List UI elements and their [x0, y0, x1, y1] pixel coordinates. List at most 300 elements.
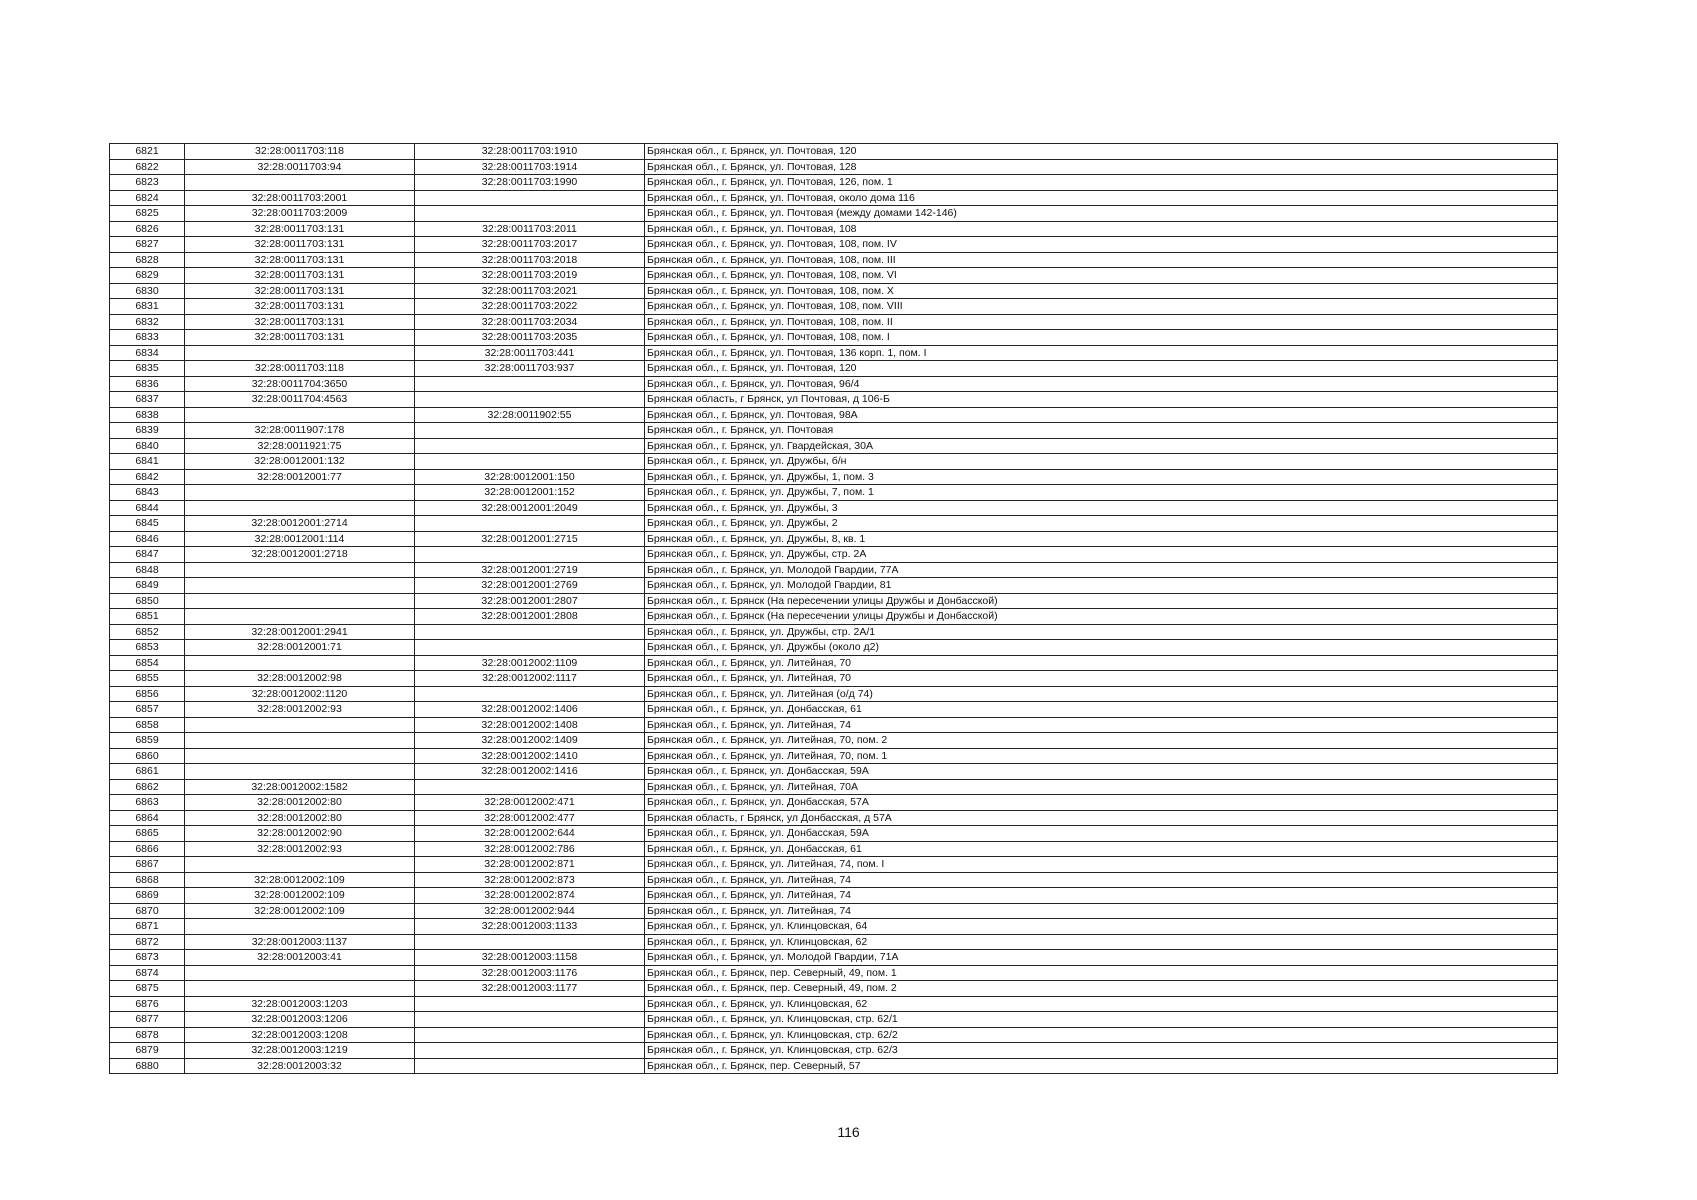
table-row	[110, 609, 1558, 625]
address-cell: Брянская обл., г. Брянск, ул. Дружбы, стр. 2А	[645, 547, 1558, 563]
land-cadastral-number-cell	[185, 345, 415, 361]
land-cadastral-number-cell: 32:28:0012002:98	[185, 671, 415, 687]
land-cadastral-number-cell	[185, 609, 415, 625]
building-cadastral-number-cell: 32:28:0011703:2019	[415, 268, 645, 284]
address-cell: Брянская обл., г. Брянск (На пересечении улицы Дружбы и Донбасской)	[645, 593, 1558, 609]
table-row	[110, 547, 1558, 563]
building-cadastral-number-cell	[415, 392, 645, 408]
table-row	[110, 996, 1558, 1012]
address-cell: Брянская обл., г. Брянск, ул. Литейная, 74, пом. I	[645, 857, 1558, 873]
building-cadastral-number-cell: 32:28:0012002:1408	[415, 717, 645, 733]
row-number-cell: 6876	[110, 996, 185, 1012]
row-number-cell: 6851	[110, 609, 185, 625]
building-cadastral-number-cell: 32:28:0011703:2035	[415, 330, 645, 346]
table-row	[110, 841, 1558, 857]
row-number-cell: 6852	[110, 624, 185, 640]
table-row	[110, 144, 1558, 160]
address-cell: Брянская обл., г. Брянск, ул. Молодой Гвардии, 77А	[645, 562, 1558, 578]
land-cadastral-number-cell: 32:28:0012002:109	[185, 888, 415, 904]
building-cadastral-number-cell: 32:28:0011703:2022	[415, 299, 645, 315]
table-row	[110, 1027, 1558, 1043]
land-cadastral-number-cell: 32:28:0011703:131	[185, 268, 415, 284]
land-cadastral-number-cell: 32:28:0012001:2941	[185, 624, 415, 640]
table-row	[110, 454, 1558, 470]
table-row	[110, 330, 1558, 346]
address-cell: Брянская обл., г. Брянск, ул. Почтовая, 108	[645, 221, 1558, 237]
land-cadastral-number-cell: 32:28:0012002:80	[185, 795, 415, 811]
land-cadastral-number-cell: 32:28:0012001:132	[185, 454, 415, 470]
table-row	[110, 826, 1558, 842]
land-cadastral-number-cell: 32:28:0011704:3650	[185, 376, 415, 392]
address-cell: Брянская обл., г. Брянск, ул. Литейная, 70, пом. 1	[645, 748, 1558, 764]
building-cadastral-number-cell: 32:28:0012002:471	[415, 795, 645, 811]
building-cadastral-number-cell: 32:28:0012003:1177	[415, 981, 645, 997]
address-cell: Брянская обл., г. Брянск, ул. Донбасская, 61	[645, 841, 1558, 857]
building-cadastral-number-cell: 32:28:0012001:2769	[415, 578, 645, 594]
row-number-cell: 6862	[110, 779, 185, 795]
address-cell: Брянская обл., г. Брянск, ул. Литейная, 70	[645, 671, 1558, 687]
table-row	[110, 159, 1558, 175]
row-number-cell: 6833	[110, 330, 185, 346]
building-cadastral-number-cell: 32:28:0012002:1410	[415, 748, 645, 764]
table-row	[110, 283, 1558, 299]
table-row	[110, 531, 1558, 547]
land-cadastral-number-cell: 32:28:0012001:77	[185, 469, 415, 485]
table-row	[110, 1012, 1558, 1028]
row-number-cell: 6841	[110, 454, 185, 470]
address-cell: Брянская обл., г. Брянск, ул. Донбасская, 59А	[645, 764, 1558, 780]
table-row	[110, 314, 1558, 330]
table-row	[110, 1058, 1558, 1074]
building-cadastral-number-cell: 32:28:0012002:1117	[415, 671, 645, 687]
address-cell: Брянская обл., г. Брянск, ул. Литейная, 74	[645, 888, 1558, 904]
address-cell: Брянская обл., г. Брянск, ул. Почтовая, 108, пом. II	[645, 314, 1558, 330]
table-row	[110, 779, 1558, 795]
address-cell: Брянская обл., г. Брянск, ул. Почтовая (между домами 142-146)	[645, 206, 1558, 222]
address-cell: Брянская обл., г. Брянск, ул. Литейная (о/д 74)	[645, 686, 1558, 702]
row-number-cell: 6859	[110, 733, 185, 749]
address-cell: Брянская обл., г. Брянск, ул. Донбасская, 61	[645, 702, 1558, 718]
land-cadastral-number-cell: 32:28:0011703:131	[185, 221, 415, 237]
land-cadastral-number-cell	[185, 578, 415, 594]
table-row	[110, 407, 1558, 423]
address-cell: Брянская обл., г. Брянск, ул. Клинцовская, стр. 62/1	[645, 1012, 1558, 1028]
address-cell: Брянская обл., г. Брянск, ул. Почтовая, 108, пом. IV	[645, 237, 1558, 253]
land-cadastral-number-cell: 32:28:0011703:2009	[185, 206, 415, 222]
table-row	[110, 950, 1558, 966]
building-cadastral-number-cell: 32:28:0012001:152	[415, 485, 645, 501]
row-number-cell: 6872	[110, 934, 185, 950]
land-cadastral-number-cell: 32:28:0011703:131	[185, 314, 415, 330]
table-row	[110, 795, 1558, 811]
table-row	[110, 345, 1558, 361]
row-number-cell: 6836	[110, 376, 185, 392]
land-cadastral-number-cell	[185, 593, 415, 609]
land-cadastral-number-cell: 32:28:0011703:131	[185, 299, 415, 315]
row-number-cell: 6828	[110, 252, 185, 268]
address-cell: Брянская обл., г. Брянск, ул. Дружбы, 8, кв. 1	[645, 531, 1558, 547]
row-number-cell: 6837	[110, 392, 185, 408]
address-cell: Брянская обл., г. Брянск, ул. Литейная, 70	[645, 655, 1558, 671]
table-row	[110, 578, 1558, 594]
land-cadastral-number-cell: 32:28:0011703:2001	[185, 190, 415, 206]
row-number-cell: 6861	[110, 764, 185, 780]
address-cell: Брянская обл., г. Брянск, пер. Северный, 49, пом. 1	[645, 965, 1558, 981]
land-cadastral-number-cell	[185, 748, 415, 764]
building-cadastral-number-cell: 32:28:0012002:1409	[415, 733, 645, 749]
table-row	[110, 423, 1558, 439]
building-cadastral-number-cell: 32:28:0012002:477	[415, 810, 645, 826]
table-row	[110, 903, 1558, 919]
address-cell: Брянская обл., г. Брянск, ул. Почтовая, около дома 116	[645, 190, 1558, 206]
building-cadastral-number-cell: 32:28:0012003:1158	[415, 950, 645, 966]
address-cell: Брянская область, г Брянск, ул Донбасская, д 57А	[645, 810, 1558, 826]
row-number-cell: 6879	[110, 1043, 185, 1059]
land-cadastral-number-cell	[185, 717, 415, 733]
building-cadastral-number-cell: 32:28:0012002:944	[415, 903, 645, 919]
building-cadastral-number-cell: 32:28:0011703:2017	[415, 237, 645, 253]
building-cadastral-number-cell: 32:28:0012002:786	[415, 841, 645, 857]
address-cell: Брянская обл., г. Брянск, ул. Литейная, 70А	[645, 779, 1558, 795]
table-row	[110, 965, 1558, 981]
address-cell: Брянская обл., г. Брянск, ул. Литейная, 74	[645, 903, 1558, 919]
address-cell: Брянская обл., г. Брянск, ул. Почтовая, 126, пом. 1	[645, 175, 1558, 191]
land-cadastral-number-cell: 32:28:0011703:94	[185, 159, 415, 175]
table-row	[110, 593, 1558, 609]
land-cadastral-number-cell: 32:28:0012003:32	[185, 1058, 415, 1074]
land-cadastral-number-cell: 32:28:0012002:93	[185, 841, 415, 857]
table-row	[110, 485, 1558, 501]
building-cadastral-number-cell	[415, 454, 645, 470]
row-number-cell: 6829	[110, 268, 185, 284]
address-cell: Брянская обл., г. Брянск, ул. Почтовая, 136 корп. 1, пом. I	[645, 345, 1558, 361]
building-cadastral-number-cell: 32:28:0012002:874	[415, 888, 645, 904]
table-row	[110, 981, 1558, 997]
registry-table	[109, 143, 1558, 1074]
address-cell: Брянская обл., г. Брянск, ул. Дружбы, 2	[645, 516, 1558, 532]
address-cell: Брянская обл., г. Брянск, ул. Дружбы, 3	[645, 500, 1558, 516]
land-cadastral-number-cell: 32:28:0012002:109	[185, 872, 415, 888]
table-row	[110, 764, 1558, 780]
row-number-cell: 6880	[110, 1058, 185, 1074]
address-cell: Брянская область, г Брянск, ул Почтовая, д 106-Б	[645, 392, 1558, 408]
address-cell: Брянская обл., г. Брянск, ул. Молодой Гвардии, 71А	[645, 950, 1558, 966]
land-cadastral-number-cell: 32:28:0012003:1206	[185, 1012, 415, 1028]
building-cadastral-number-cell: 32:28:0012002:644	[415, 826, 645, 842]
row-number-cell: 6863	[110, 795, 185, 811]
building-cadastral-number-cell: 32:28:0011703:937	[415, 361, 645, 377]
row-number-cell: 6834	[110, 345, 185, 361]
table-row	[110, 671, 1558, 687]
address-cell: Брянская обл., г. Брянск, ул. Почтовая, 120	[645, 361, 1558, 377]
row-number-cell: 6854	[110, 655, 185, 671]
land-cadastral-number-cell: 32:28:0011703:131	[185, 330, 415, 346]
address-cell: Брянская обл., г. Брянск, ул. Литейная, 70, пом. 2	[645, 733, 1558, 749]
table-row	[110, 888, 1558, 904]
table-row	[110, 872, 1558, 888]
row-number-cell: 6877	[110, 1012, 185, 1028]
building-cadastral-number-cell: 32:28:0012001:2719	[415, 562, 645, 578]
address-cell: Брянская обл., г. Брянск, ул. Почтовая	[645, 423, 1558, 439]
table-row	[110, 562, 1558, 578]
row-number-cell: 6843	[110, 485, 185, 501]
land-cadastral-number-cell: 32:28:0011703:118	[185, 361, 415, 377]
row-number-cell: 6849	[110, 578, 185, 594]
address-cell: Брянская обл., г. Брянск, ул. Дружбы, б/н	[645, 454, 1558, 470]
land-cadastral-number-cell	[185, 562, 415, 578]
address-cell: Брянская обл., г. Брянск, ул. Клинцовская, 64	[645, 919, 1558, 935]
land-cadastral-number-cell: 32:28:0012003:1137	[185, 934, 415, 950]
address-cell: Брянская обл., г. Брянск, ул. Почтовая, 108, пом. X	[645, 283, 1558, 299]
table-row	[110, 500, 1558, 516]
table-row	[110, 919, 1558, 935]
building-cadastral-number-cell: 32:28:0012003:1133	[415, 919, 645, 935]
table-row	[110, 686, 1558, 702]
row-number-cell: 6847	[110, 547, 185, 563]
row-number-cell: 6850	[110, 593, 185, 609]
row-number-cell: 6853	[110, 640, 185, 656]
building-cadastral-number-cell	[415, 190, 645, 206]
land-cadastral-number-cell: 32:28:0012002:90	[185, 826, 415, 842]
table-row	[110, 252, 1558, 268]
address-cell: Брянская обл., г. Брянск, ул. Почтовая, 120	[645, 144, 1558, 160]
registry-table-body	[110, 144, 1558, 1074]
address-cell: Брянская обл., г. Брянск, ул. Клинцовская, стр. 62/2	[645, 1027, 1558, 1043]
building-cadastral-number-cell	[415, 996, 645, 1012]
building-cadastral-number-cell: 32:28:0012003:1176	[415, 965, 645, 981]
land-cadastral-number-cell	[185, 919, 415, 935]
row-number-cell: 6875	[110, 981, 185, 997]
table-row	[110, 376, 1558, 392]
land-cadastral-number-cell: 32:28:0011907:178	[185, 423, 415, 439]
table-row	[110, 392, 1558, 408]
land-cadastral-number-cell: 32:28:0012003:1219	[185, 1043, 415, 1059]
address-cell: Брянская обл., г. Брянск, ул. Донбасская, 59А	[645, 826, 1558, 842]
table-row	[110, 516, 1558, 532]
building-cadastral-number-cell: 32:28:0011703:1910	[415, 144, 645, 160]
building-cadastral-number-cell	[415, 438, 645, 454]
building-cadastral-number-cell	[415, 423, 645, 439]
row-number-cell: 6870	[110, 903, 185, 919]
row-number-cell: 6865	[110, 826, 185, 842]
land-cadastral-number-cell: 32:28:0012002:93	[185, 702, 415, 718]
building-cadastral-number-cell: 32:28:0012002:871	[415, 857, 645, 873]
row-number-cell: 6878	[110, 1027, 185, 1043]
building-cadastral-number-cell: 32:28:0012001:2808	[415, 609, 645, 625]
row-number-cell: 6858	[110, 717, 185, 733]
row-number-cell: 6846	[110, 531, 185, 547]
address-cell: Брянская обл., г. Брянск, ул. Литейная, 74	[645, 872, 1558, 888]
table-row	[110, 702, 1558, 718]
row-number-cell: 6826	[110, 221, 185, 237]
address-cell: Брянская обл., г. Брянск, ул. Почтовая, 128	[645, 159, 1558, 175]
row-number-cell: 6838	[110, 407, 185, 423]
land-cadastral-number-cell: 32:28:0011703:118	[185, 144, 415, 160]
land-cadastral-number-cell: 32:28:0011703:131	[185, 252, 415, 268]
building-cadastral-number-cell: 32:28:0012001:2807	[415, 593, 645, 609]
land-cadastral-number-cell	[185, 857, 415, 873]
building-cadastral-number-cell	[415, 1027, 645, 1043]
address-cell: Брянская обл., г. Брянск, ул. Почтовая, 108, пом. VIII	[645, 299, 1558, 315]
building-cadastral-number-cell: 32:28:0012001:2715	[415, 531, 645, 547]
row-number-cell: 6873	[110, 950, 185, 966]
land-cadastral-number-cell	[185, 764, 415, 780]
address-cell: Брянская обл., г. Брянск, ул. Клинцовская, стр. 62/3	[645, 1043, 1558, 1059]
building-cadastral-number-cell	[415, 640, 645, 656]
building-cadastral-number-cell	[415, 376, 645, 392]
building-cadastral-number-cell: 32:28:0012002:873	[415, 872, 645, 888]
row-number-cell: 6869	[110, 888, 185, 904]
building-cadastral-number-cell	[415, 1058, 645, 1074]
row-number-cell: 6825	[110, 206, 185, 222]
address-cell: Брянская обл., г. Брянск, ул. Дружбы, 7, пом. 1	[645, 485, 1558, 501]
address-cell: Брянская обл., г. Брянск, ул. Дружбы, стр. 2А/1	[645, 624, 1558, 640]
land-cadastral-number-cell: 32:28:0012002:80	[185, 810, 415, 826]
building-cadastral-number-cell	[415, 1012, 645, 1028]
land-cadastral-number-cell	[185, 655, 415, 671]
table-row	[110, 361, 1558, 377]
row-number-cell: 6821	[110, 144, 185, 160]
address-cell: Брянская обл., г. Брянск, ул. Клинцовская, 62	[645, 996, 1558, 1012]
building-cadastral-number-cell	[415, 206, 645, 222]
land-cadastral-number-cell	[185, 965, 415, 981]
document-page	[109, 143, 1557, 1074]
building-cadastral-number-cell: 32:28:0012001:150	[415, 469, 645, 485]
building-cadastral-number-cell	[415, 686, 645, 702]
row-number-cell: 6823	[110, 175, 185, 191]
land-cadastral-number-cell: 32:28:0011921:75	[185, 438, 415, 454]
table-row	[110, 299, 1558, 315]
land-cadastral-number-cell	[185, 407, 415, 423]
address-cell: Брянская обл., г. Брянск (На пересечении улицы Дружбы и Донбасской)	[645, 609, 1558, 625]
land-cadastral-number-cell: 32:28:0012001:2718	[185, 547, 415, 563]
table-row	[110, 748, 1558, 764]
land-cadastral-number-cell: 32:28:0012001:114	[185, 531, 415, 547]
table-row	[110, 190, 1558, 206]
address-cell: Брянская обл., г. Брянск, пер. Северный, 49, пом. 2	[645, 981, 1558, 997]
row-number-cell: 6831	[110, 299, 185, 315]
building-cadastral-number-cell	[415, 547, 645, 563]
table-row	[110, 469, 1558, 485]
building-cadastral-number-cell	[415, 624, 645, 640]
land-cadastral-number-cell	[185, 500, 415, 516]
table-row	[110, 237, 1558, 253]
table-row	[110, 1043, 1558, 1059]
row-number-cell: 6857	[110, 702, 185, 718]
row-number-cell: 6842	[110, 469, 185, 485]
land-cadastral-number-cell: 32:28:0012002:1582	[185, 779, 415, 795]
address-cell: Брянская обл., г. Брянск, ул. Дружбы (около д2)	[645, 640, 1558, 656]
land-cadastral-number-cell: 32:28:0012001:71	[185, 640, 415, 656]
address-cell: Брянская обл., г. Брянск, ул. Донбасская, 57А	[645, 795, 1558, 811]
page-number: 116	[837, 1124, 860, 1140]
building-cadastral-number-cell	[415, 779, 645, 795]
address-cell: Брянская обл., г. Брянск, пер. Северный, 57	[645, 1058, 1558, 1074]
table-row	[110, 857, 1558, 873]
land-cadastral-number-cell: 32:28:0012002:1120	[185, 686, 415, 702]
address-cell: Брянская обл., г. Брянск, ул. Почтовая, 108, пом. III	[645, 252, 1558, 268]
building-cadastral-number-cell	[415, 1043, 645, 1059]
land-cadastral-number-cell: 32:28:0011703:131	[185, 283, 415, 299]
row-number-cell: 6822	[110, 159, 185, 175]
address-cell: Брянская обл., г. Брянск, ул. Дружбы, 1, пом. 3	[645, 469, 1558, 485]
row-number-cell: 6871	[110, 919, 185, 935]
land-cadastral-number-cell	[185, 981, 415, 997]
row-number-cell: 6839	[110, 423, 185, 439]
table-row	[110, 438, 1558, 454]
building-cadastral-number-cell: 32:28:0011902:55	[415, 407, 645, 423]
row-number-cell: 6864	[110, 810, 185, 826]
row-number-cell: 6867	[110, 857, 185, 873]
land-cadastral-number-cell: 32:28:0012001:2714	[185, 516, 415, 532]
building-cadastral-number-cell: 32:28:0011703:1914	[415, 159, 645, 175]
table-row	[110, 655, 1558, 671]
building-cadastral-number-cell: 32:28:0012002:1406	[415, 702, 645, 718]
building-cadastral-number-cell	[415, 516, 645, 532]
building-cadastral-number-cell: 32:28:0012002:1416	[415, 764, 645, 780]
table-row	[110, 640, 1558, 656]
row-number-cell: 6848	[110, 562, 185, 578]
row-number-cell: 6856	[110, 686, 185, 702]
land-cadastral-number-cell: 32:28:0012003:41	[185, 950, 415, 966]
row-number-cell: 6866	[110, 841, 185, 857]
building-cadastral-number-cell: 32:28:0012001:2049	[415, 500, 645, 516]
table-row	[110, 175, 1558, 191]
building-cadastral-number-cell: 32:28:0011703:2021	[415, 283, 645, 299]
land-cadastral-number-cell	[185, 485, 415, 501]
land-cadastral-number-cell: 32:28:0012003:1208	[185, 1027, 415, 1043]
address-cell: Брянская обл., г. Брянск, ул. Почтовая, 108, пом. I	[645, 330, 1558, 346]
row-number-cell: 6844	[110, 500, 185, 516]
row-number-cell: 6830	[110, 283, 185, 299]
row-number-cell: 6840	[110, 438, 185, 454]
row-number-cell: 6832	[110, 314, 185, 330]
table-row	[110, 717, 1558, 733]
building-cadastral-number-cell: 32:28:0011703:2018	[415, 252, 645, 268]
table-row	[110, 624, 1558, 640]
building-cadastral-number-cell: 32:28:0012002:1109	[415, 655, 645, 671]
table-row	[110, 206, 1558, 222]
building-cadastral-number-cell	[415, 934, 645, 950]
row-number-cell: 6835	[110, 361, 185, 377]
land-cadastral-number-cell: 32:28:0012003:1203	[185, 996, 415, 1012]
building-cadastral-number-cell: 32:28:0011703:1990	[415, 175, 645, 191]
building-cadastral-number-cell: 32:28:0011703:2011	[415, 221, 645, 237]
land-cadastral-number-cell	[185, 733, 415, 749]
land-cadastral-number-cell: 32:28:0012002:109	[185, 903, 415, 919]
row-number-cell: 6827	[110, 237, 185, 253]
row-number-cell: 6874	[110, 965, 185, 981]
address-cell: Брянская обл., г. Брянск, ул. Гвардейская, 30А	[645, 438, 1558, 454]
address-cell: Брянская обл., г. Брянск, ул. Литейная, 74	[645, 717, 1558, 733]
table-row	[110, 733, 1558, 749]
address-cell: Брянская обл., г. Брянск, ул. Молодой Гвардии, 81	[645, 578, 1558, 594]
row-number-cell: 6845	[110, 516, 185, 532]
row-number-cell: 6868	[110, 872, 185, 888]
row-number-cell: 6824	[110, 190, 185, 206]
land-cadastral-number-cell: 32:28:0011703:131	[185, 237, 415, 253]
address-cell: Брянская обл., г. Брянск, ул. Клинцовская, 62	[645, 934, 1558, 950]
table-row	[110, 268, 1558, 284]
table-row	[110, 934, 1558, 950]
land-cadastral-number-cell	[185, 175, 415, 191]
building-cadastral-number-cell: 32:28:0011703:2034	[415, 314, 645, 330]
table-row	[110, 810, 1558, 826]
row-number-cell: 6860	[110, 748, 185, 764]
building-cadastral-number-cell: 32:28:0011703:441	[415, 345, 645, 361]
table-row	[110, 221, 1558, 237]
land-cadastral-number-cell: 32:28:0011704:4563	[185, 392, 415, 408]
